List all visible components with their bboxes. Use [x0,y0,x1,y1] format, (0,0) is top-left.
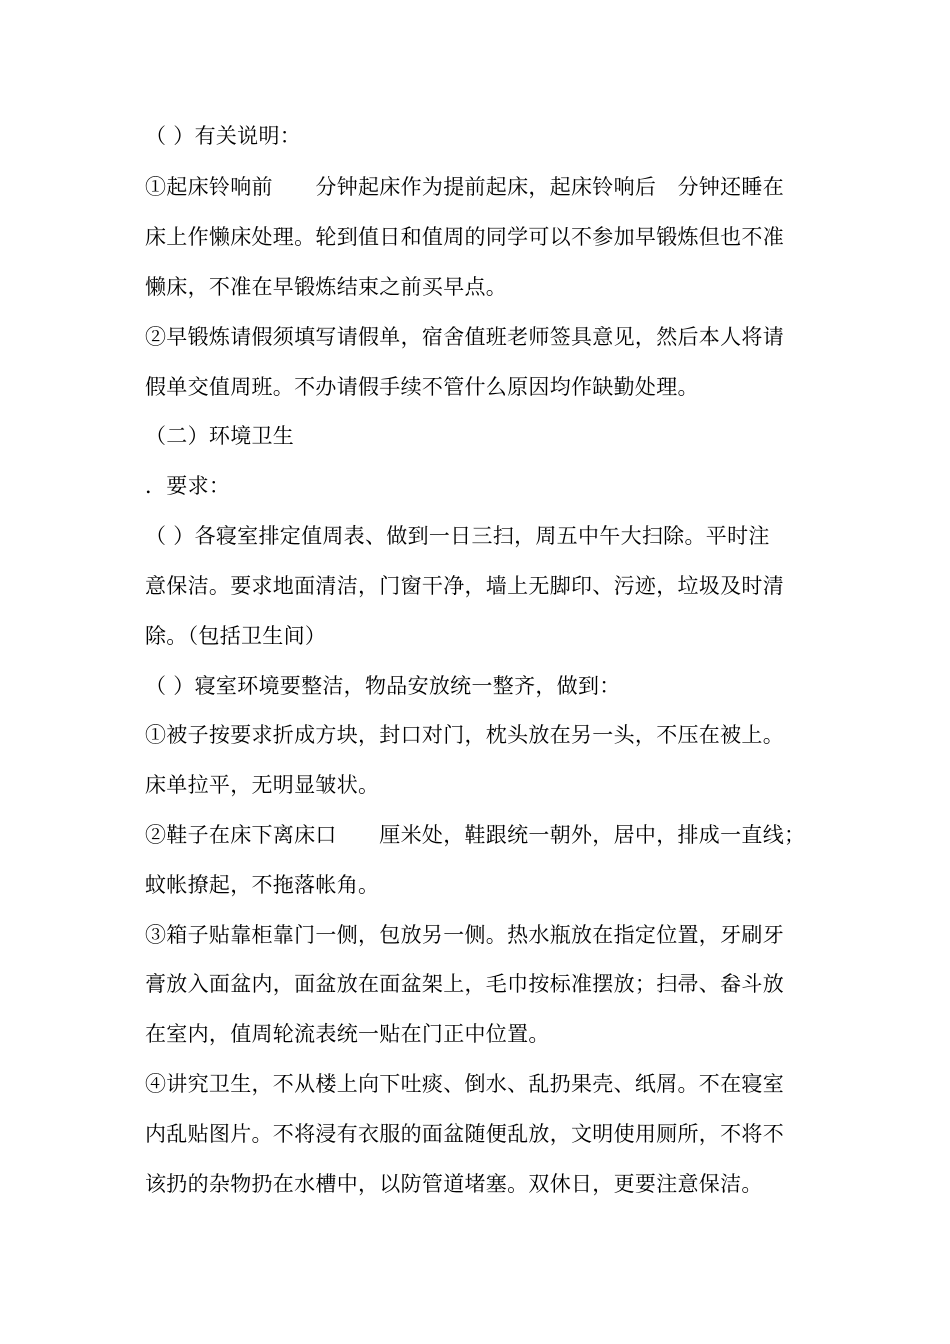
paragraph-line: 假单交值周班。不办请假手续不管什么原因均作缺勤处理。 [145,375,699,399]
section-heading-environment: （二）环境卫生 [145,424,295,448]
section-note-heading: （ ）有关说明： [145,124,302,148]
paragraph-line: ①起床铃响前 分钟起床作为提前起床，起床铃响后 分钟还睡在 [145,175,784,199]
paragraph-line: ②早锻炼请假须填写请假单，宿舍值班老师签具意见，然后本人将请 [145,325,784,349]
paragraph-line: 蚊帐撩起，不拖落帐角。 [145,873,380,897]
paragraph-line: （ ）寝室环境要整洁，物品安放统一整齐，做到： [145,674,621,698]
paragraph-line: 在室内，值周轮流表统一贴在门正中位置。 [145,1022,550,1046]
paragraph-line: 该扔的杂物扔在水槽中，以防管道堵塞。双休日，更要注意保洁。 [145,1172,763,1196]
paragraph-line: ④讲究卫生，不从楼上向下吐痰、倒水、乱扔果壳、纸屑。不在寝室 [145,1072,784,1096]
paragraph-line: 床上作懒床处理。轮到值日和值周的同学可以不参加早锻炼但也不准 [145,225,784,249]
paragraph-line: 膏放入面盆内，面盆放在面盆架上，毛巾按标准摆放；扫帚、畚斗放 [145,972,784,996]
paragraph-line: 懒床，不准在早锻炼结束之前买早点。 [145,275,508,299]
paragraph-line: ③箱子贴靠柜靠门一侧，包放另一侧。热水瓶放在指定位置，牙刷牙 [145,923,784,947]
paragraph-line: ②鞋子在床下离床口 厘米处，鞋跟统一朝外，居中，排成一直线； [145,823,806,847]
paragraph-line: ①被子按要求折成方块，封口对门，枕头放在另一头，不压在被上。 [145,723,784,747]
subsection-heading-requirements: ．要求： [145,474,231,498]
paragraph-line: 除。（包括卫生间） [145,624,327,648]
paragraph-line: （ ）各寝室排定值周表、做到一日三扫，周五中午大扫除。平时注 [145,524,770,548]
paragraph-line: 内乱贴图片。不将浸有衣服的面盆随便乱放，文明使用厕所，不将不 [145,1122,784,1146]
paragraph-line: 意保洁。要求地面清洁，门窗干净，墙上无脚印、污迹，垃圾及时清 [145,574,784,598]
paragraph-line: 床单拉平，无明显皱状。 [145,773,380,797]
